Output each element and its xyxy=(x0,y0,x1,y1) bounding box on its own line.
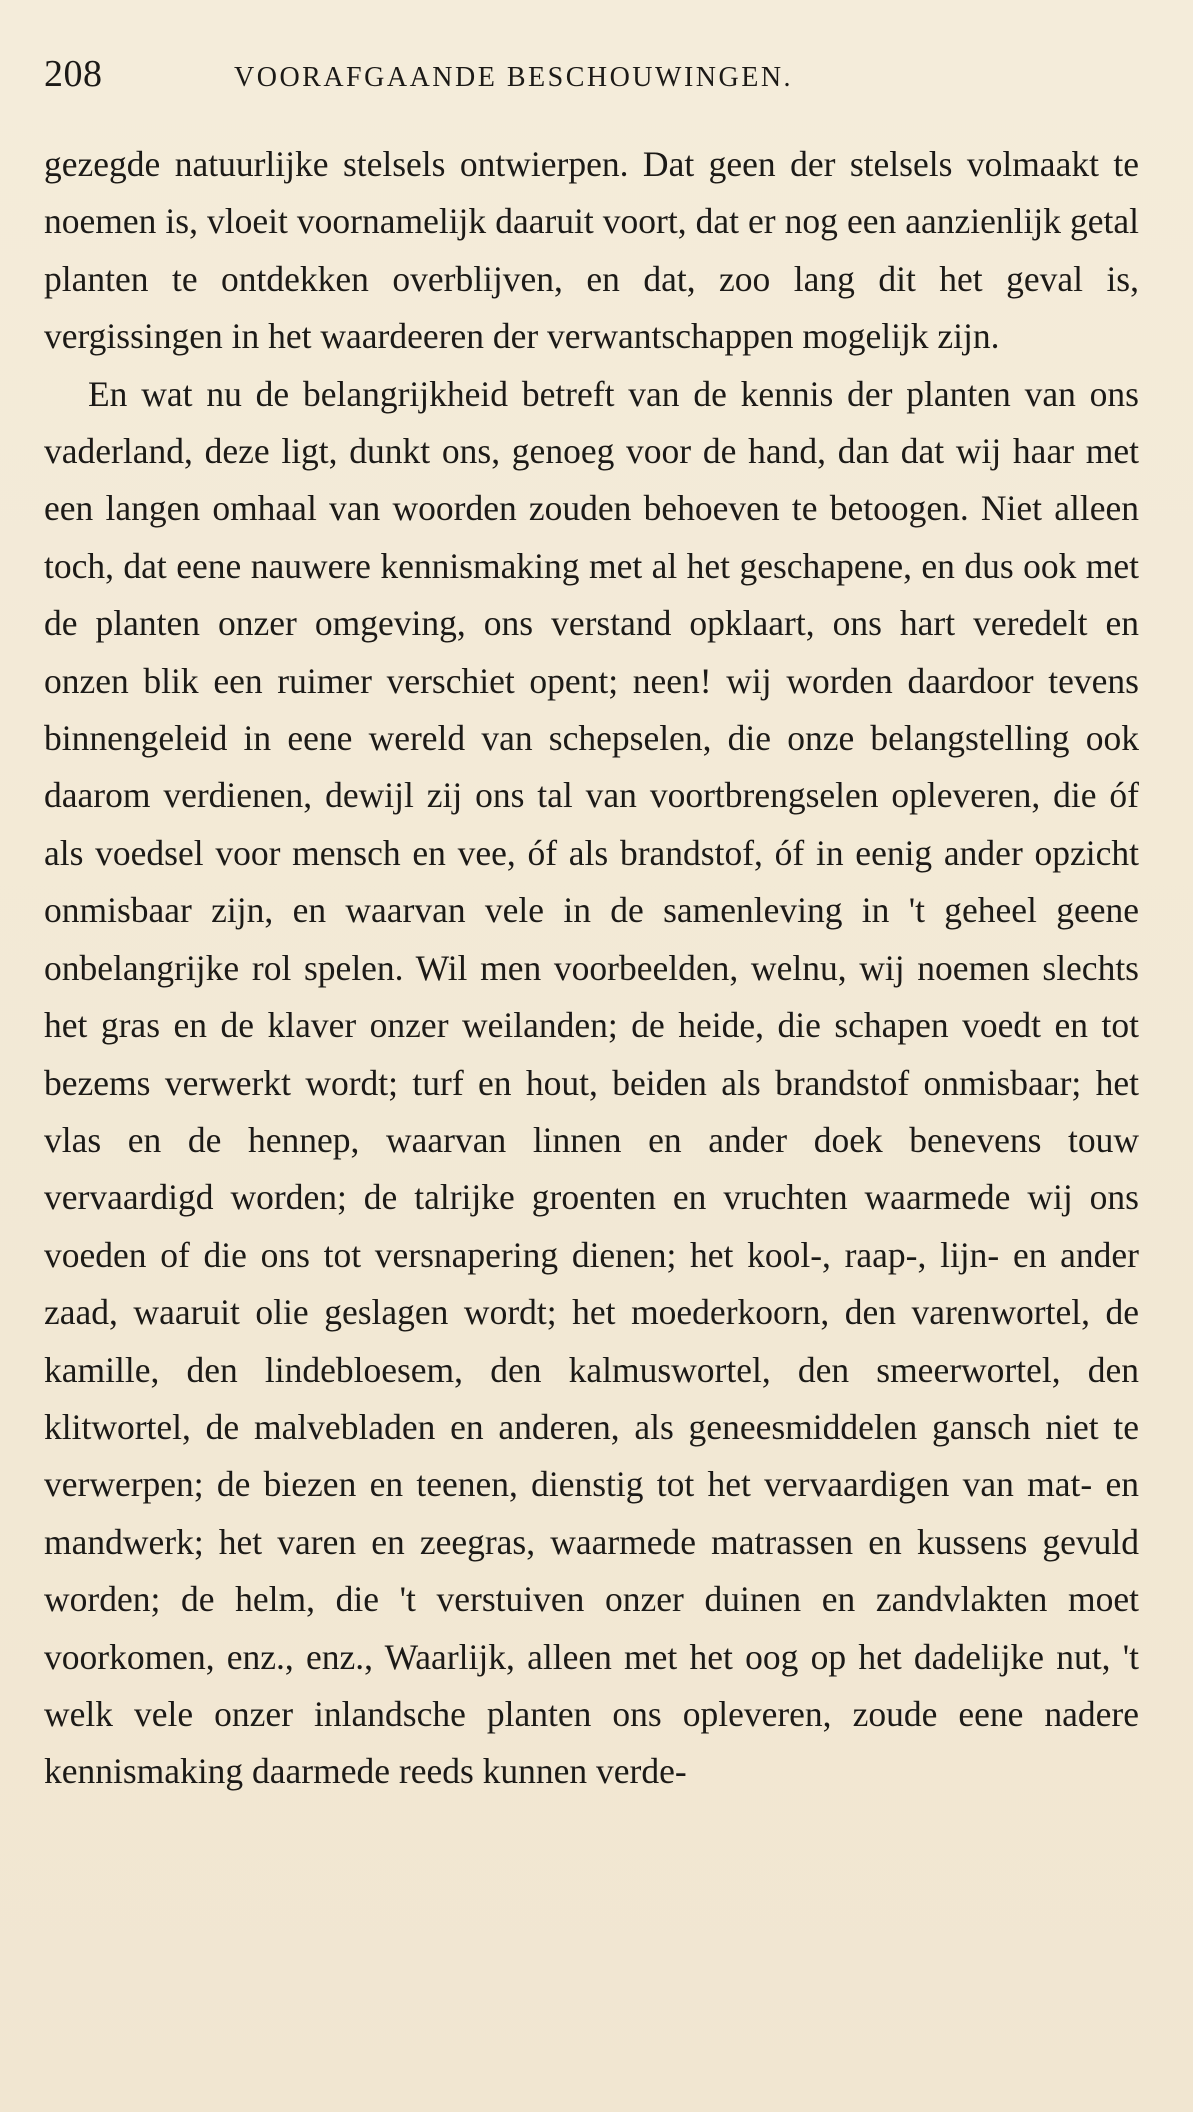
running-title: VOORAFGAANDE BESCHOUWINGEN. xyxy=(234,62,794,93)
paragraph-continuation: gezegde natuurlijke stelsels ontwierpen. Dat geen der stelsels volmaakt te noemen is, vloeit voornamelijk daaruit voort, dat er nog een aanzienlijk getal planten te ontdekken overblijven, en dat, zoo lang dit het geval is, vergissingen in het waardeeren der verwantschappen mogelijk zijn. xyxy=(44,144,1139,357)
body-text xyxy=(44,136,1139,1801)
page-number: 208 xyxy=(44,53,103,95)
paragraph-importance-of-plants: En wat nu de belangrijkheid betreft van de kennis der planten van ons vaderland, deze ligt, dunkt ons, genoeg voor de hand, dan dat wij haar met een langen omhaal van woorden zouden behoeven te betoogen. Niet alleen toch, dat eene nauwere kennismaking met al het geschapene, en dus ook met de planten onzer omgeving, ons verstand opklaart, ons hart veredelt en onzen blik een ruimer verschiet opent; neen! wij worden daardoor tevens binnengeleid in eene wereld van schepselen, die onze belangstelling ook daarom verdienen, dewijl zij ons tal van voortbrengselen opleveren, die óf als voedsel voor mensch en vee, óf als brandstof, óf in eenig ander opzicht onmisbaar zijn, en waarvan vele in de samenleving in 't geheel geene onbelangrijke rol spelen. Wil men voorbeelden, welnu, wij noemen slechts het gras en de klaver onzer weilanden; de heide, die schapen voedt en tot bezems verwerkt wordt; turf en hout, beiden als brandstof onmisbaar; het vlas en de hennep, waarvan linnen en ander doek benevens touw vervaardigd worden; de talrijke groenten en vruchten waarmede wij ons voeden of die ons tot versnapering dienen; het kool-, raap-, lijn- en ander zaad, waaruit olie geslagen wordt; het moederkoorn, den varenwortel, de kamille, den lindebloesem, den kalmuswortel, den smeerwortel, den klitwortel, de malvebladen en anderen, als geneesmiddelen gansch niet te verwerpen; de biezen en teenen, dienstig tot het vervaardigen van mat- en mandwerk; het varen en zeegras, waarmede matrassen en kussens gevuld worden; de helm, die 't verstuiven onzer duinen en zandvlakten moet voorkomen, enz., enz., Waarlijk, alleen met het oog op het dadelijke nut, 't welk vele onzer inlandsche planten ons opleveren, zoude eene nadere kennismaking daarmede reeds kunnen verde- xyxy=(44,373,1139,1792)
running-head xyxy=(44,52,1139,120)
